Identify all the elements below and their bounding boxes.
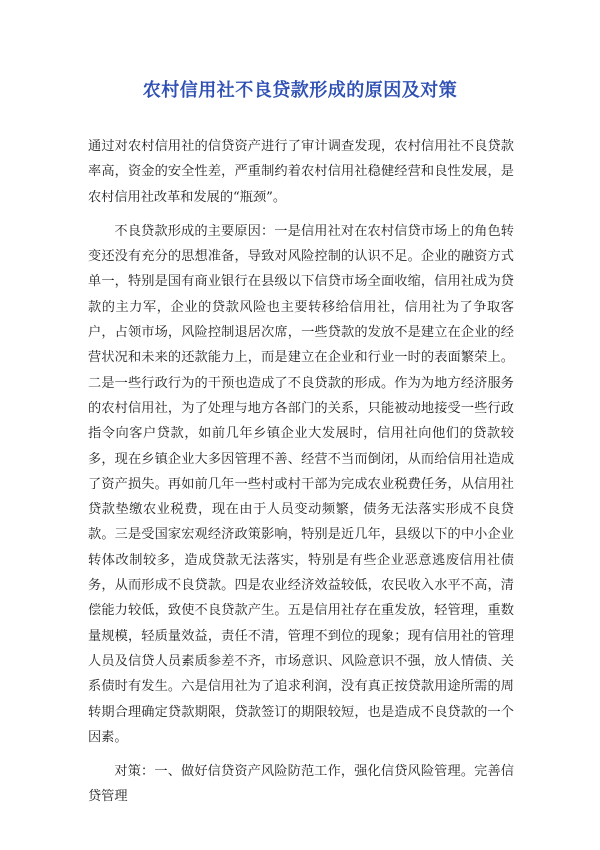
document-body: [88, 134, 514, 810]
document-title: 农村信用社不良贷款形成的原因及对策: [142, 80, 458, 101]
paragraph-intro: 通过对农村信用社的信贷资产进行了审计调查发现，农村信用社不良贷款率高，资金的安全性差，严重制约着农村信用社稳健经营和良性发展，是农村信用社改革和发展的“瓶颈”。: [88, 139, 514, 205]
paragraph-countermeasures: 对策：一、做好信贷资产风险防范工作，强化信贷风险管理。完善信贷管理: [88, 764, 514, 805]
paragraph-causes: 不良贷款形成的主要原因：一是信用社对在农村信贷市场上的角色转变还没有充分的思想准备，导致对风险控制的认识不足。企业的融资方式单一，特别是国有商业银行在县级以下信贷市场全面收缩，信用社成为贷款的主力军，企业的贷款风险也主要转移给信用社，信用社为了争取客户，占领市场，风险控制退居次席，一些贷款的发放不是建立在企业的经营状况和未来的还款能力上，而是建立在企业和行业一时的表面繁荣上。二是一些行政行为的干预也造成了不良贷款的形成。作为为地方经济服务的农村信用社，为了处理与地方各部门的关系，只能被动地接受一些行政指令向客户贷款，如前几年乡镇企业大发展时，信用社向他们的贷款较多，现在乡镇企业大多因管理不善、经营不当而倒闭，从而给信用社造成了资产损失。再如前几年一些村或村干部为完成农业税费任务，从信用社贷款垫缴农业税费，现在由于人员变动频繁，债务无法落实形成不良贷款。三是受国家宏观经济政策影响，特别是近几年，县级以下的中小企业转体改制较多，造成贷款无法落实，特别是有些企业恶意逃废信用社债务，从而形成不良贷款。四是农业经济效益较低，农民收入水平不高，清偿能力较低，致使不良贷款产生。五是信用社存在重发放，轻管理，重数量规模，轻质量效益，责任不清，管理不到位的现象；现有信用社的管理人员及信贷人员素质参差不齐，市场意识、风险意识不强，放人情债、关系债时有发生。六是信用社为了追求利润，没有真正按贷款用途所需的周转期合理确定贷款期限，贷款签订的期限较短，也是造成不良贷款的一个因素。: [88, 223, 514, 745]
